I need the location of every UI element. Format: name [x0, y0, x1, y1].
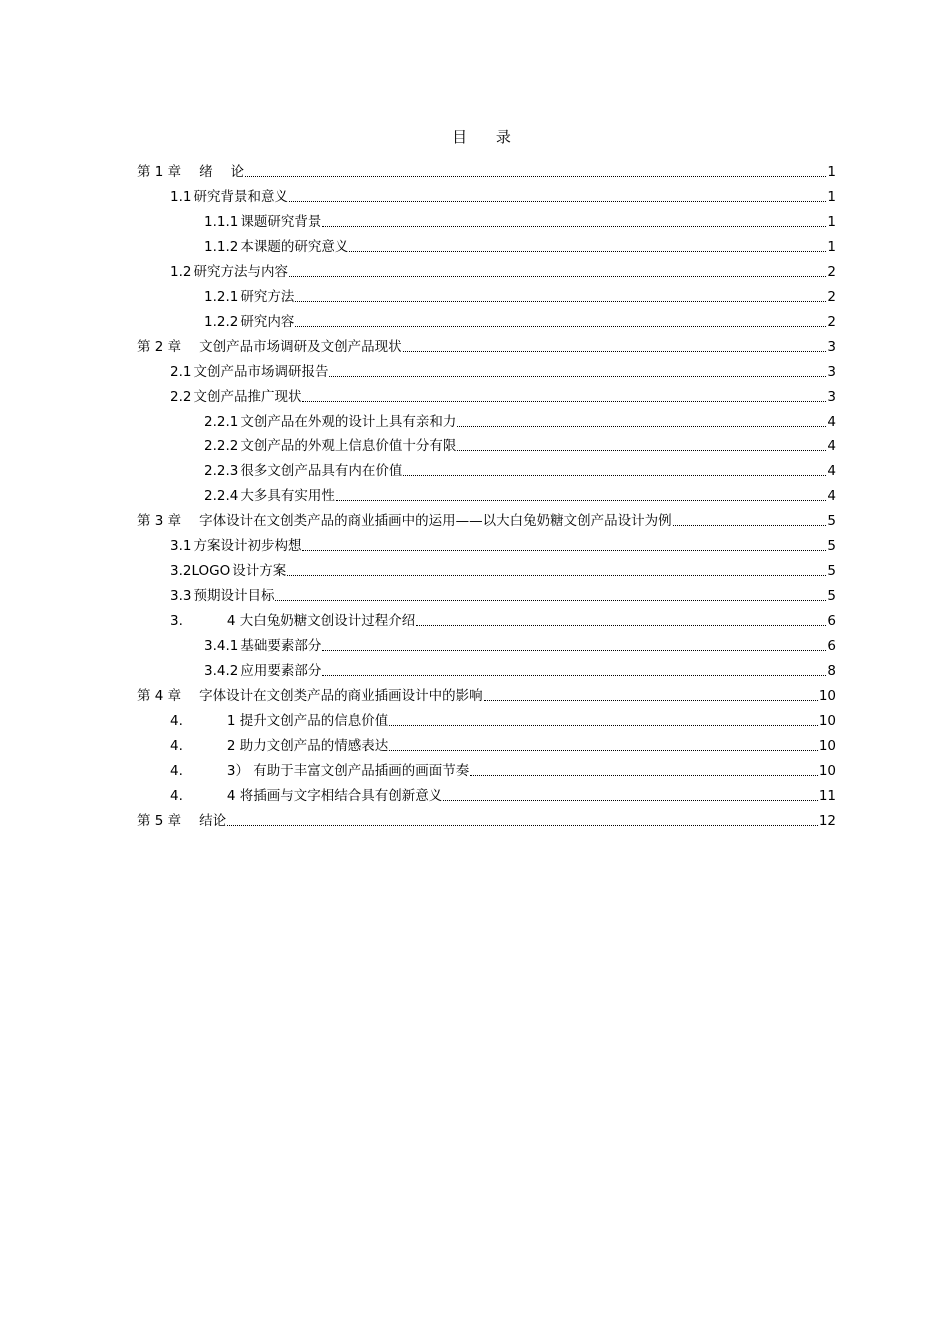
toc-entry-title: 文创产品在外观的设计上具有亲和力: [240, 413, 457, 430]
toc-entry-number: 3.: [170, 613, 183, 630]
toc-leader-dots: [457, 425, 826, 427]
toc-leader-dots: [470, 774, 818, 776]
toc-leader-dots: [457, 449, 826, 451]
toc-entry-heading: [204, 313, 294, 331]
toc-page-number: 1: [827, 188, 836, 205]
toc-entry-number: 4.: [170, 712, 183, 729]
toc-page-number: 5: [827, 563, 836, 580]
toc-entry-title: 文创产品市场调研报告: [193, 363, 329, 380]
toc-leader-dots: [245, 175, 826, 177]
toc-entry[interactable]: [170, 357, 836, 381]
toc-page-number: 4: [827, 488, 836, 505]
toc-entry-number: 1.1.2: [204, 238, 239, 255]
toc-page-number: 8: [827, 663, 836, 679]
toc-entry-heading: [170, 363, 328, 381]
toc-leader-dots: [443, 799, 818, 801]
toc-entry-title: 基础要素部分: [240, 638, 322, 655]
toc-entry-heading: [137, 512, 672, 530]
toc-entry-title: 预期设计目标: [193, 588, 275, 605]
toc-page-number: 5: [827, 538, 836, 555]
toc-entry-title: 应用要素部分: [240, 663, 322, 679]
toc-entry[interactable]: [170, 556, 836, 580]
toc-page-number: 10: [818, 762, 836, 779]
toc-entry[interactable]: [204, 656, 836, 680]
toc-entry-heading: [204, 413, 456, 431]
toc-entry-heading: [204, 213, 321, 231]
toc-entry-title: 课题研究背景: [240, 213, 322, 230]
toc-leader-dots: [322, 674, 826, 676]
toc-leader-dots: [289, 275, 826, 277]
toc-leader-dots: [349, 250, 826, 252]
toc-leader-dots: [336, 499, 827, 501]
toc-page-number: 2: [827, 313, 836, 330]
toc-entry-title: 字体设计在文创类产品的商业插画设计中的影响: [199, 687, 483, 704]
toc-page-number: 11: [818, 787, 836, 804]
toc-entry[interactable]: [170, 257, 836, 281]
toc-entry-number: 3.1: [170, 538, 192, 555]
toc-leader-dots: [416, 624, 826, 626]
toc-leader-dots: [289, 200, 826, 202]
toc-leader-dots: [329, 375, 826, 377]
toc-entry-heading: [170, 537, 301, 555]
toc-entry-number: 3.4.2: [204, 663, 239, 679]
toc-leader-dots: [484, 699, 818, 701]
toc-entry[interactable]: [170, 382, 836, 406]
toc-entry-number: 4.: [170, 787, 183, 804]
toc-entry-number: 3.2LOGO: [170, 563, 231, 580]
toc-leader-dots: [389, 749, 818, 751]
toc-leader-dots: [322, 649, 826, 651]
toc-leader-dots: [275, 599, 826, 601]
toc-entry-heading: [170, 263, 288, 281]
toc-entry-heading: [170, 562, 286, 580]
toc-entry-number: 第 4 章: [137, 687, 182, 704]
toc-entry-title: 设计方案: [232, 563, 287, 580]
toc-entry-title: 方案设计初步构想: [193, 538, 302, 555]
toc-entry-number: 第 3 章: [137, 513, 182, 530]
toc-leader-dots: [403, 474, 826, 476]
toc-entry-heading: [204, 487, 335, 505]
toc-entry-title: 研究方法: [240, 288, 295, 305]
toc-entry-number: 2.2.3: [204, 463, 239, 480]
toc-entry-number: 1.2.1: [204, 288, 239, 305]
toc-entry-heading: [170, 737, 388, 755]
toc-entry[interactable]: [137, 332, 836, 356]
toc-entry-number: 2.2.1: [204, 413, 239, 430]
toc-entry-title: 研究内容: [240, 313, 295, 330]
toc-page-number: 2: [827, 288, 836, 305]
toc-entry-number: 1.2.2: [204, 313, 239, 330]
toc-entry-number: 第 2 章: [137, 338, 182, 355]
toc-page-number: 1: [827, 213, 836, 230]
toc-entry-title: 2 助力文创产品的情感表达: [226, 737, 389, 754]
toc-entry-heading: [170, 762, 469, 780]
toc-entry-number: 1.1: [170, 188, 192, 205]
toc-entry[interactable]: [204, 456, 836, 480]
toc-entry-heading: [170, 712, 388, 730]
toc-entry-heading: [170, 188, 288, 206]
toc-leader-dots: [302, 400, 826, 402]
toc-entry[interactable]: [170, 606, 836, 630]
toc-entry-number: 4.: [170, 762, 183, 779]
toc-entry-heading: [137, 163, 244, 181]
toc-leader-dots: [302, 549, 826, 551]
toc-entry[interactable]: [170, 706, 836, 730]
toc-leader-dots: [287, 574, 826, 576]
toc-leader-dots: [322, 225, 826, 227]
toc-page-number: 2: [827, 263, 836, 280]
toc-entry-heading: [170, 388, 301, 406]
toc-page-number: 10: [818, 687, 836, 704]
toc-page-number: 6: [827, 638, 836, 655]
toc-entry-heading: [204, 637, 321, 655]
toc-entry-title: 字体设计在文创类产品的商业插画中的运用——以大白兔奶糖文创产品设计为例: [199, 513, 672, 530]
toc-page-number: 1: [827, 164, 836, 180]
toc-leader-dots: [227, 824, 818, 826]
toc-entry[interactable]: [170, 531, 836, 555]
toc-page-number: 3: [827, 338, 836, 355]
toc-entry-title: 文创产品市场调研及文创产品现状: [199, 338, 402, 355]
toc-entry-number: 2.2.2: [204, 438, 239, 455]
toc-entry[interactable]: [204, 207, 836, 231]
toc-page-number: 5: [827, 513, 836, 530]
toc-entry-title: 4 将插画与文字相结合具有创新意义: [226, 787, 443, 804]
toc-leader-dots: [295, 325, 826, 327]
page-title: 目 录: [452, 128, 523, 146]
toc-entry-number: 1.1.1: [204, 213, 239, 230]
toc-page-number: 6: [827, 613, 836, 630]
toc-entry-title: 大多具有实用性: [240, 488, 335, 505]
toc-page-number: 3: [827, 388, 836, 405]
toc-entry-heading: [137, 338, 402, 356]
toc-entry-heading: [137, 812, 226, 830]
toc-entry-title: 绪 论: [199, 164, 244, 180]
toc-page-number: 1: [827, 238, 836, 255]
toc-entry[interactable]: [204, 232, 836, 256]
toc-leader-dots: [389, 724, 818, 726]
toc-entry[interactable]: [170, 182, 836, 206]
toc-page-number: 10: [818, 712, 836, 729]
toc-entry-heading: [170, 612, 415, 630]
toc-page-number: 4: [827, 438, 836, 455]
toc-entry-title: 结论: [199, 812, 227, 829]
toc-entry-title: 1 提升文创产品的信息价值: [226, 712, 389, 729]
toc-page-number: 3: [827, 363, 836, 380]
toc-entry-heading: [204, 288, 294, 306]
toc-entry[interactable]: [137, 157, 836, 181]
toc-entry-heading: [204, 238, 348, 256]
toc-entry[interactable]: [170, 731, 836, 755]
toc-entry-number: 2.1: [170, 363, 192, 380]
toc-entry[interactable]: [204, 407, 836, 431]
toc-entry-heading: [137, 687, 483, 705]
toc-entry-heading: [204, 437, 456, 455]
toc-entry[interactable]: [170, 581, 836, 605]
toc-page-number: 4: [827, 463, 836, 480]
toc-entry-number: 4.: [170, 737, 183, 754]
toc-entry[interactable]: [204, 282, 836, 306]
toc-entry-title: 文创产品推广现状: [193, 388, 302, 405]
toc-leader-dots: [403, 350, 827, 352]
toc-page-number: 10: [818, 737, 836, 754]
toc-entry[interactable]: [204, 631, 836, 655]
toc-entry-heading: [170, 587, 274, 605]
toc-page-number: 4: [827, 413, 836, 430]
toc-entry-number: 第 1 章: [137, 164, 182, 180]
toc-entry-title: 研究方法与内容: [193, 263, 288, 280]
toc-entry[interactable]: [170, 756, 836, 780]
toc-entry-title: 本课题的研究意义: [240, 238, 349, 255]
toc-entry-title: 很多文创产品具有内在价值: [240, 463, 403, 480]
toc-entry-number: 2.2: [170, 388, 192, 405]
toc-entry-heading: [204, 462, 402, 480]
toc-entry[interactable]: [137, 506, 836, 530]
toc-entry-title: 文创产品的外观上信息价值十分有限: [240, 438, 457, 455]
toc-entry-heading: [170, 787, 442, 805]
toc-entry-number: 3.4.1: [204, 638, 239, 655]
toc-entry[interactable]: [137, 681, 836, 705]
toc-entry-title: 研究背景和意义: [193, 188, 288, 205]
toc-entry-number: 3.3: [170, 588, 192, 605]
toc-entry-number: 2.2.4: [204, 488, 239, 505]
toc-leader-dots: [673, 524, 827, 526]
toc-entry[interactable]: [137, 806, 836, 830]
toc-entry[interactable]: [204, 481, 836, 505]
toc-entry-title: 3） 有助于丰富文创产品插画的画面节奏: [226, 762, 470, 779]
toc-entry-number: 1.2: [170, 263, 192, 280]
toc-leader-dots: [295, 300, 826, 302]
toc-entry-title: 4 大白兔奶糖文创设计过程介绍: [226, 613, 416, 630]
toc-entry[interactable]: [204, 431, 836, 455]
toc-page-number: 5: [827, 588, 836, 605]
toc-entry-number: 第 5 章: [137, 812, 182, 829]
toc-entry-heading: [204, 662, 321, 680]
toc-page-number: 12: [818, 812, 836, 829]
toc-entry[interactable]: [170, 781, 836, 805]
toc-entry[interactable]: [204, 307, 836, 331]
